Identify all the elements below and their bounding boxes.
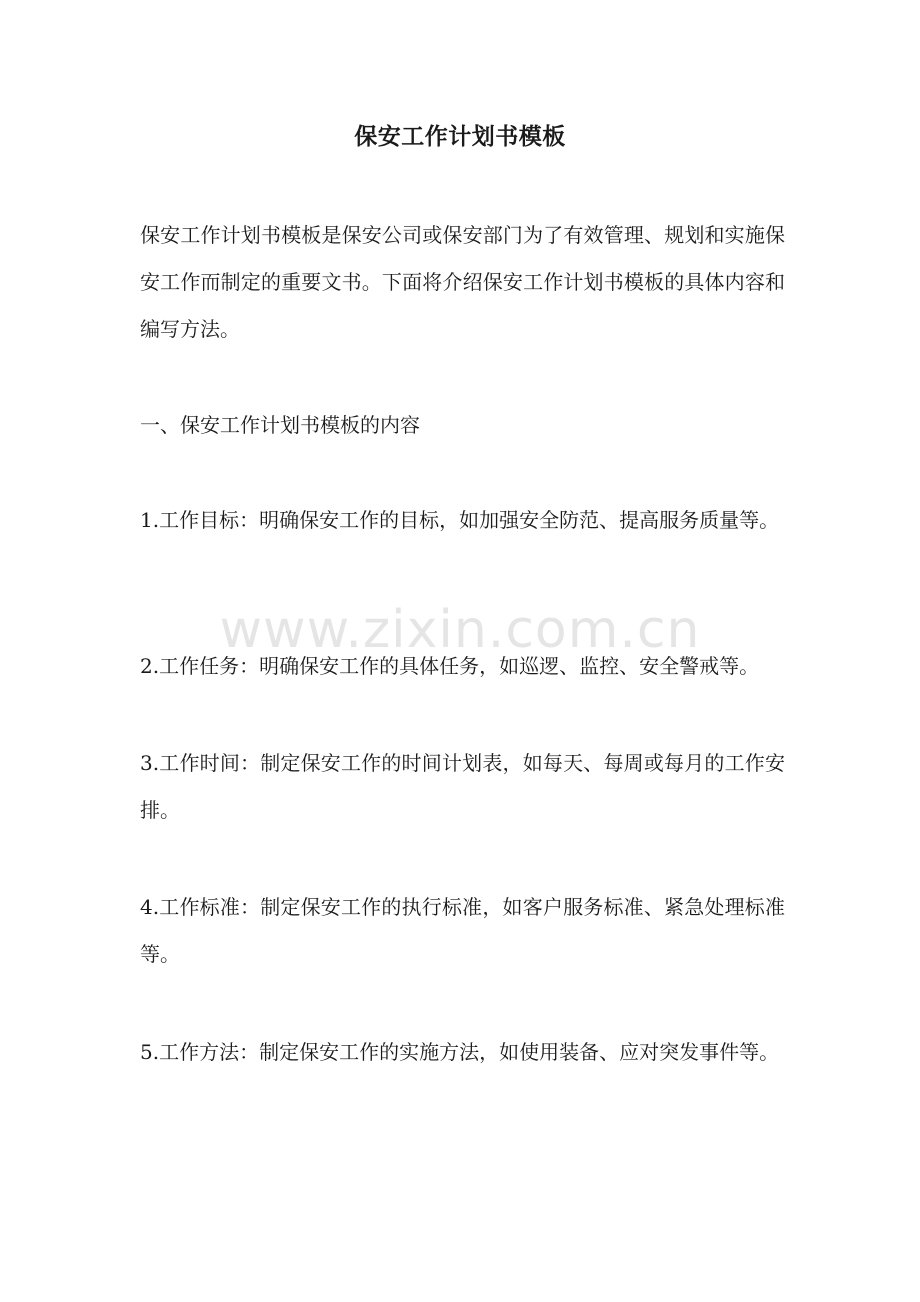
watermark: www.zixin.com.cn: [219, 600, 701, 660]
section-heading: 一、保安工作计划书模板的内容: [140, 413, 420, 437]
list-item-4: 4.工作标准：制定保安工作的执行标准，如客户服务标准、紧急处理标准等。: [140, 895, 785, 966]
document-title: 保安工作计划书模板: [354, 123, 566, 150]
list-item-2: 2.工作任务：明确保安工作的具体任务，如巡逻、监控、安全警戒等。: [140, 654, 760, 678]
intro-paragraph: 保安工作计划书模板是保安公司或保安部门为了有效管理、规划和实施保安工作而制定的重要文书。下面将介绍保安工作计划书模板的具体内容和编写方法。: [140, 223, 785, 341]
list-item-3: 3.工作时间：制定保安工作的时间计划表，如每天、每周或每月的工作安排。: [140, 751, 785, 822]
list-item-5: 5.工作方法：制定保安工作的实施方法，如使用装备、应对突发事件等。: [140, 1040, 780, 1064]
list-item-1: 1.工作目标：明确保安工作的目标，如加强安全防范、提高服务质量等。: [140, 508, 780, 532]
